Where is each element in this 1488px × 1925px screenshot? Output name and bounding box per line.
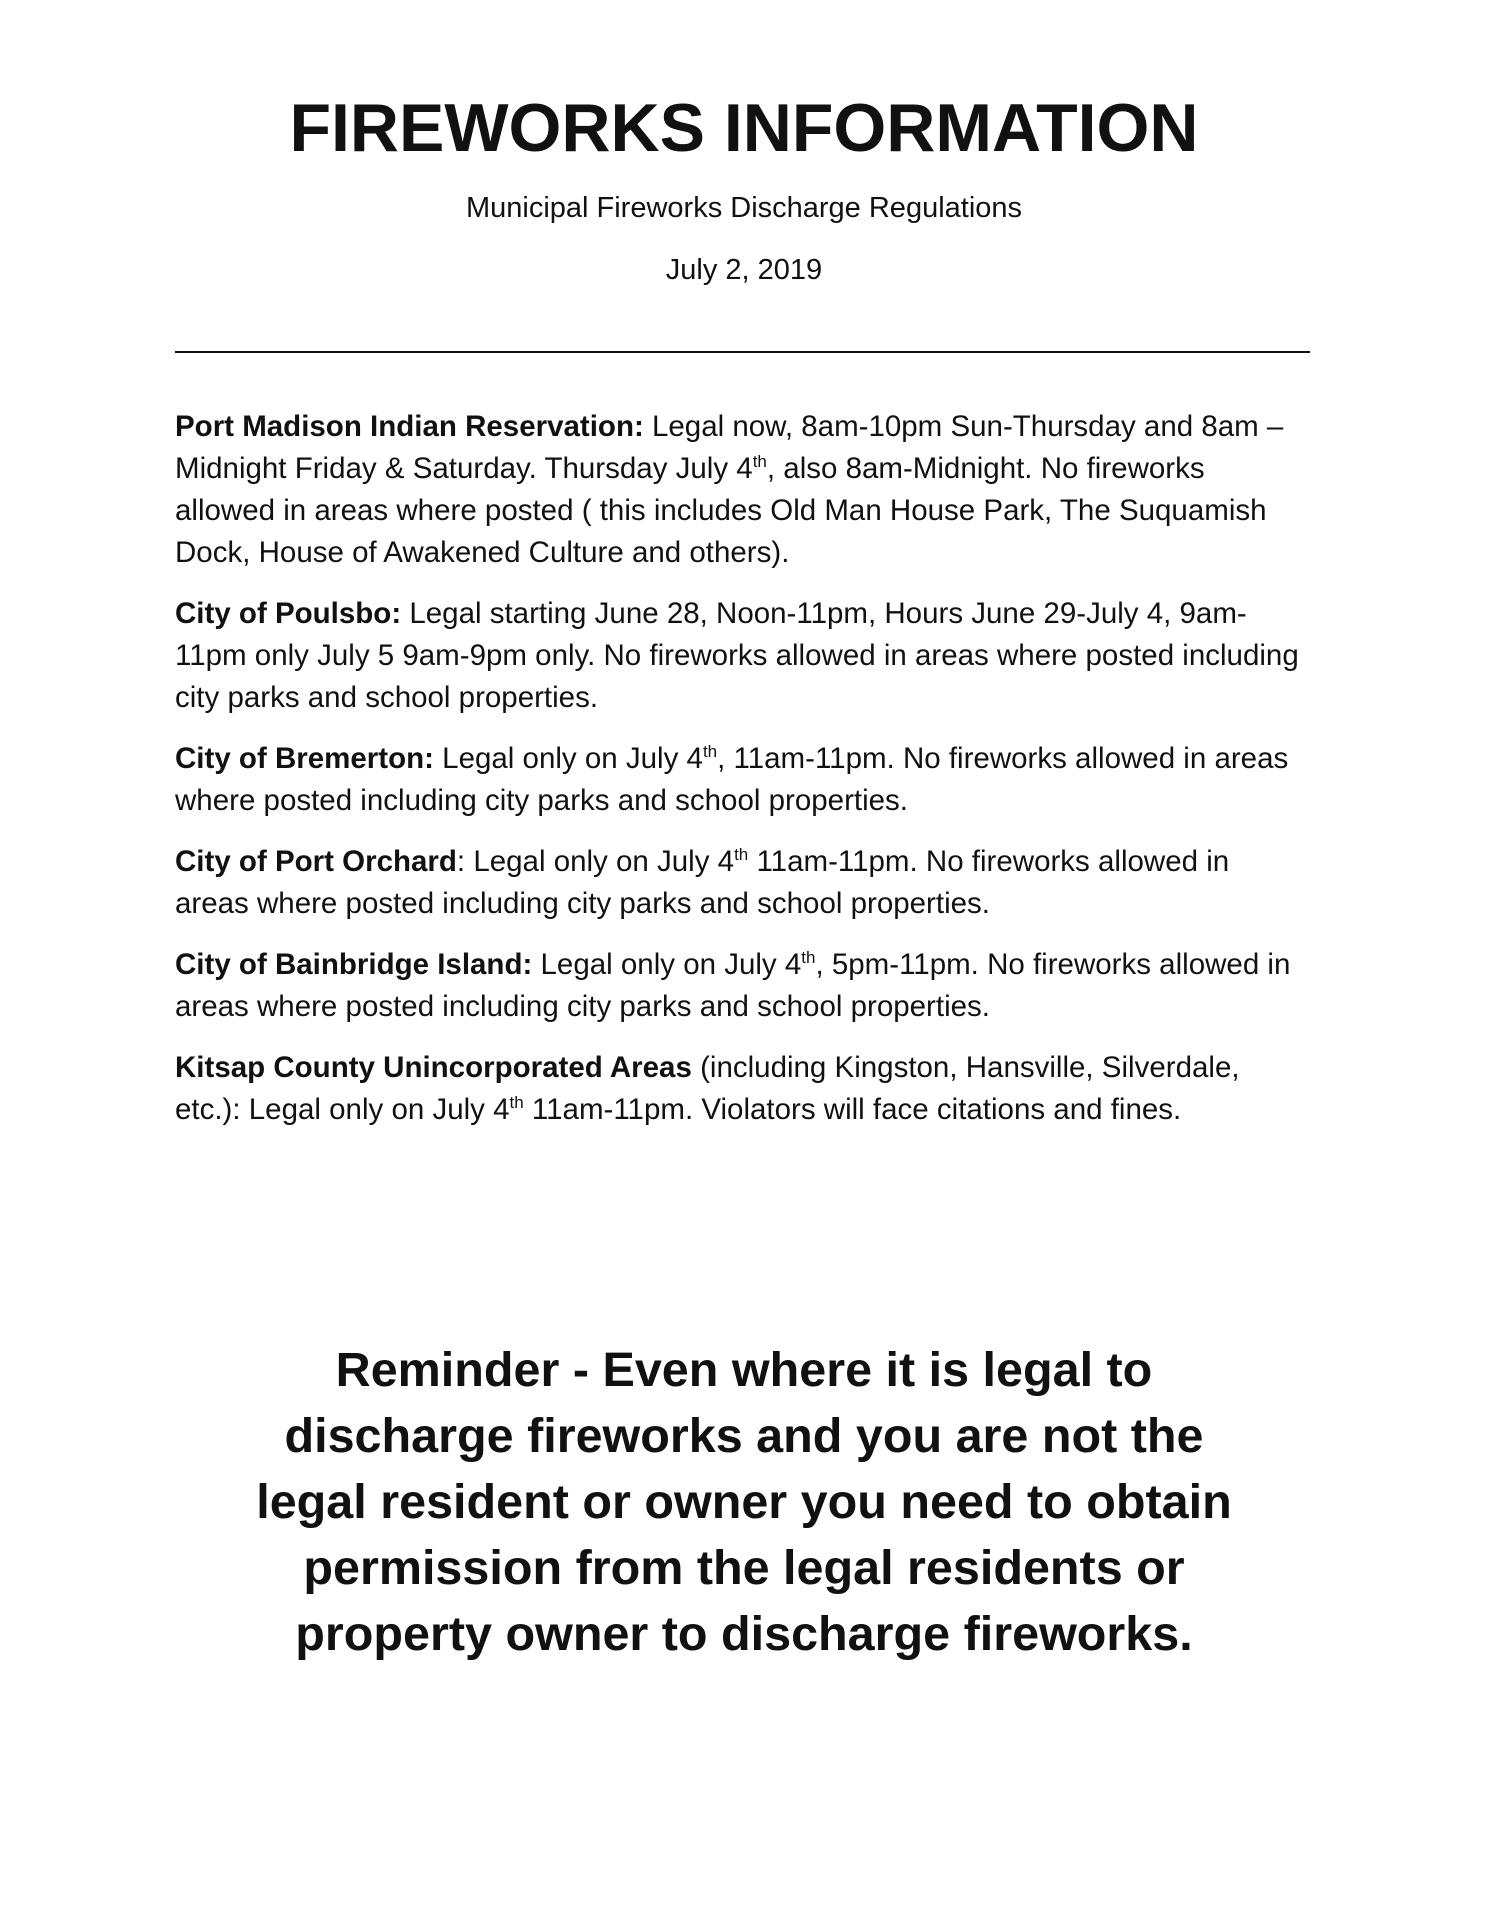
region-text: , also 8am-Midnight. No fireworks allowed in areas where posted ( this includes Old Man House Park, The Suquamish Dock, House of Awakened Culture and others).: [175, 452, 1267, 569]
region-text: (including Kingston, Hansville, Silverdale, etc.): Legal only on July 4: [175, 1051, 1240, 1126]
document-date: July 2, 2019: [665, 254, 823, 286]
ordinal-suffix: th: [752, 452, 767, 472]
region-text: Legal starting June 28, Noon-11pm, Hours June 29-July 4, 9am-11pm only July 5 9am-9pm only. No fireworks allowed in areas where posted including city parks and school properties.: [175, 597, 1299, 714]
ordinal-suffix: th: [801, 948, 816, 968]
region-kitsap-county: [175, 1047, 1310, 1131]
reminder-notice: [150, 1337, 1338, 1667]
region-name: Kitsap County Unincorporated Areas: [175, 1051, 692, 1084]
region-text: 11am-11pm. No fireworks allowed in areas where posted including city parks and school properties.: [175, 845, 1230, 920]
region-text: Legal only on July 4: [532, 948, 802, 981]
ordinal-suffix: th: [509, 1093, 524, 1113]
region-text: , 11am-11pm. No fireworks allowed in areas where posted including city parks and school properties.: [175, 742, 1289, 817]
region-text: , 5pm-11pm. No fireworks allowed in areas where posted including city parks and school properties.: [175, 948, 1291, 1023]
region-bremerton: [175, 738, 1310, 822]
reminder-line: Reminder - Even where it is legal to: [335, 1343, 1153, 1397]
region-name: City of Bremerton:: [175, 742, 434, 775]
region-name: City of Poulsbo:: [175, 597, 402, 630]
region-port-madison: [175, 406, 1310, 574]
region-text: 11am-11pm. Violators will face citations and fines.: [523, 1093, 1182, 1126]
region-name: City of Bainbridge Island:: [175, 948, 533, 981]
reminder-line: legal resident or owner you need to obtain: [256, 1475, 1232, 1529]
page-title: FIREWORKS INFORMATION: [289, 90, 1199, 166]
reminder-line: permission from the legal residents or: [303, 1541, 1185, 1595]
region-text: Legal only on July 4: [433, 742, 703, 775]
reminder-line: discharge fireworks and you are not the: [284, 1409, 1204, 1463]
region-name: City of Port Orchard: [175, 845, 457, 878]
region-text: Legal now, 8am-10pm Sun-Thursday and 8am – Midnight Friday & Saturday. Thursday July 4: [175, 410, 1284, 485]
region-poulsbo: [175, 593, 1310, 719]
reminder-line: property owner to discharge fireworks.: [295, 1607, 1193, 1661]
ordinal-suffix: th: [702, 742, 718, 762]
region-name: Port Madison Indian Reservation:: [175, 410, 644, 443]
region-bainbridge-island: [175, 944, 1310, 1028]
header-divider: [175, 351, 1310, 353]
region-port-orchard: [175, 841, 1310, 925]
ordinal-suffix: th: [734, 845, 749, 865]
region-text: : Legal only on July 4: [456, 845, 735, 878]
regulations-list: [175, 406, 1310, 1150]
page-subtitle: Municipal Fireworks Discharge Regulations: [465, 192, 1023, 224]
